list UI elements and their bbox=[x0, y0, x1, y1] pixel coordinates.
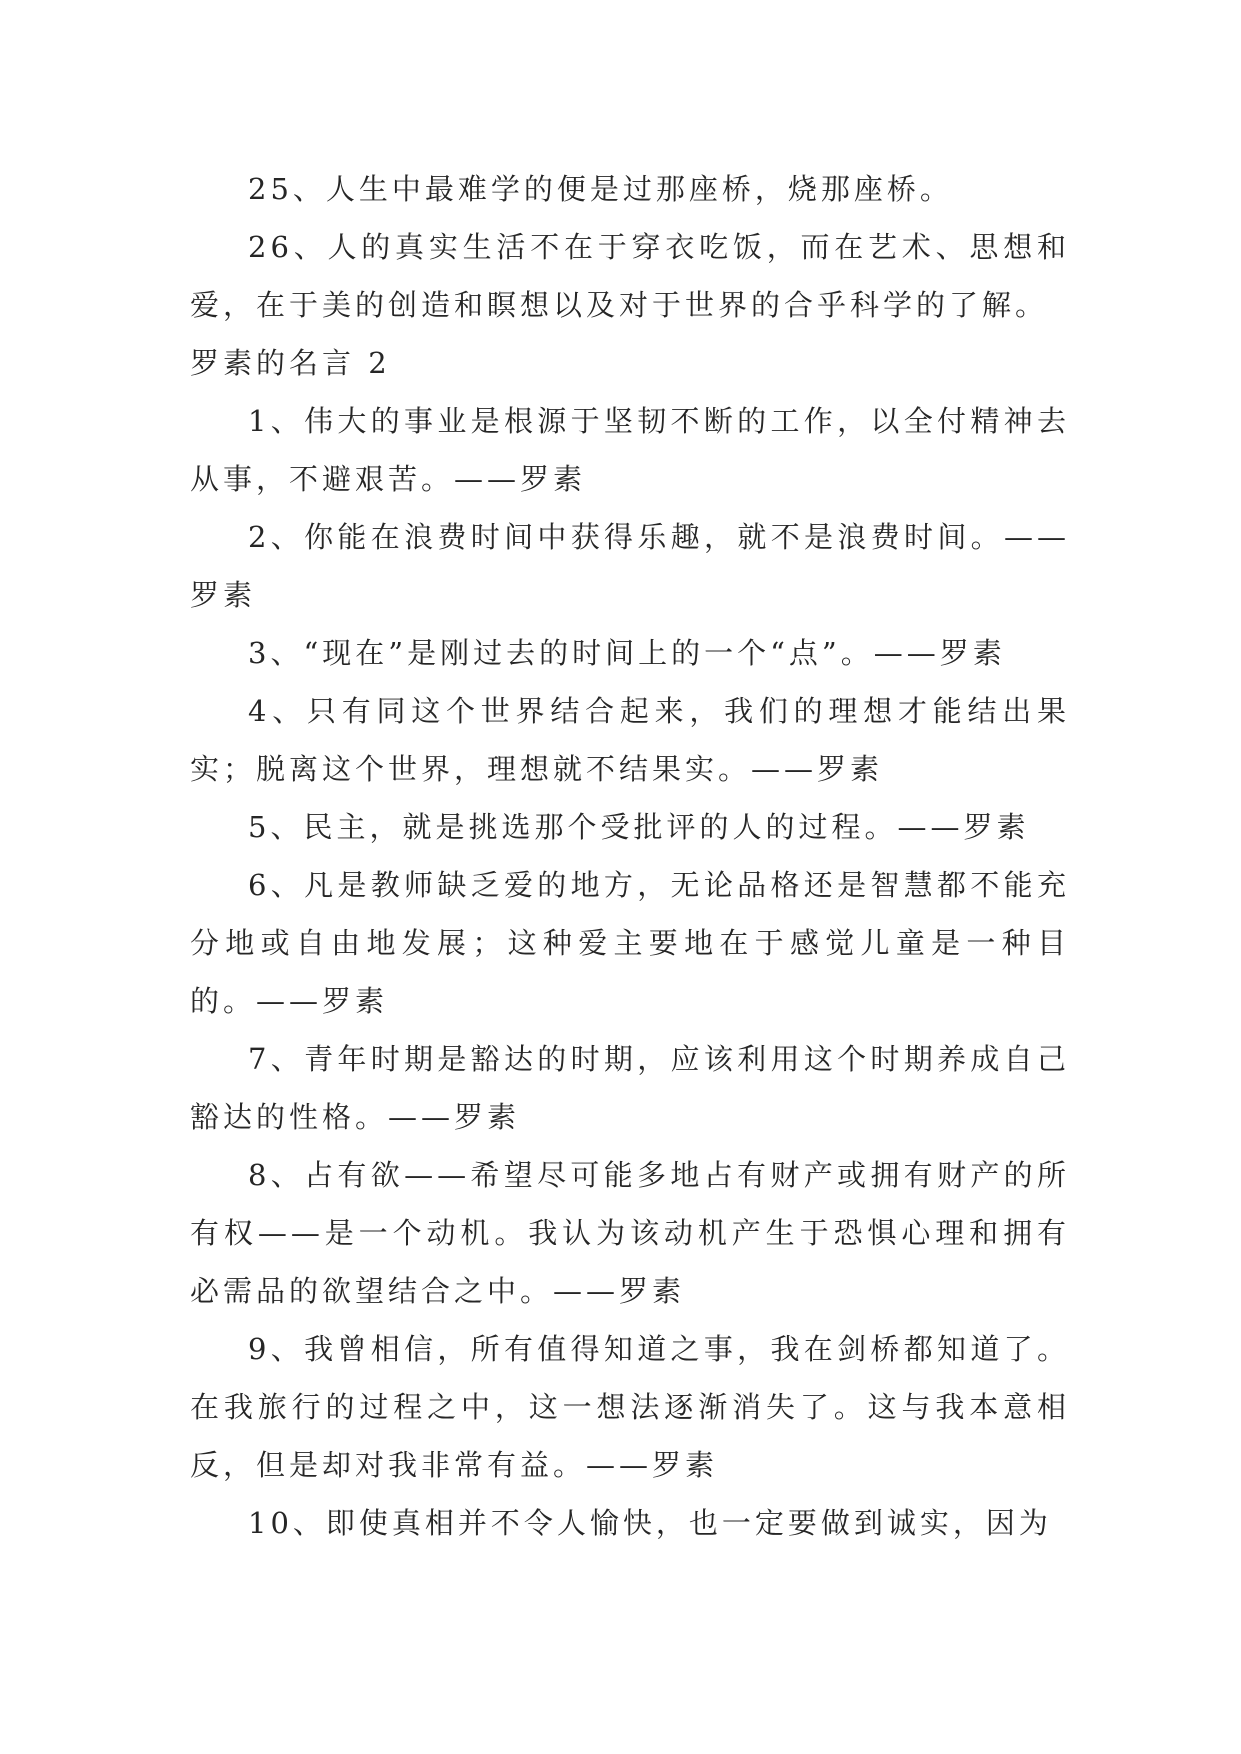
paragraph-quote-26: 26、人的真实生活不在于穿衣吃饭，而在艺术、思想和爱，在于美的创造和瞑想以及对于世界的合乎科学的了解。 bbox=[190, 230, 1070, 322]
quote-item: 3、“现在”是刚过去的时间上的一个“点”。——罗素 bbox=[248, 636, 1006, 670]
document-body bbox=[190, 160, 1070, 1552]
quote-item: 2、你能在浪费时间中获得乐趣，就不是浪费时间。——罗素 bbox=[190, 520, 1070, 612]
quote-item: 7、青年时期是豁达的时期，应该利用这个时期养成自己豁达的性格。——罗素 bbox=[190, 1042, 1070, 1134]
quote-item: 1、伟大的事业是根源于坚韧不断的工作，以全付精神去从事，不避艰苦。——罗素 bbox=[190, 404, 1070, 496]
quote-item: 10、即使真相并不令人愉快，也一定要做到诚实，因为 bbox=[248, 1506, 1052, 1540]
quote-item: 5、民主，就是挑选那个受批评的人的过程。——罗素 bbox=[248, 810, 1030, 844]
quote-item: 4、只有同这个世界结合起来，我们的理想才能结出果实；脱离这个世界，理想就不结果实。——罗素 bbox=[190, 694, 1070, 786]
quote-item: 6、凡是教师缺乏爱的地方，无论品格还是智慧都不能充分地或自由地发展；这种爱主要地在于感觉儿童是一种目的。——罗素 bbox=[190, 868, 1070, 1018]
quote-item: 9、我曾相信，所有值得知道之事，我在剑桥都知道了。在我旅行的过程之中，这一想法逐渐消失了。这与我本意相反，但是却对我非常有益。——罗素 bbox=[190, 1332, 1070, 1482]
paragraph-quote-25: 25、人生中最难学的便是过那座桥，烧那座桥。 bbox=[248, 172, 953, 206]
quote-item: 8、占有欲——希望尽可能多地占有财产或拥有财产的所有权——是一个动机。我认为该动机产生于恐惧心理和拥有必需品的欲望结合之中。——罗素 bbox=[190, 1158, 1070, 1308]
section-heading: 罗素的名言 2 bbox=[190, 346, 391, 380]
